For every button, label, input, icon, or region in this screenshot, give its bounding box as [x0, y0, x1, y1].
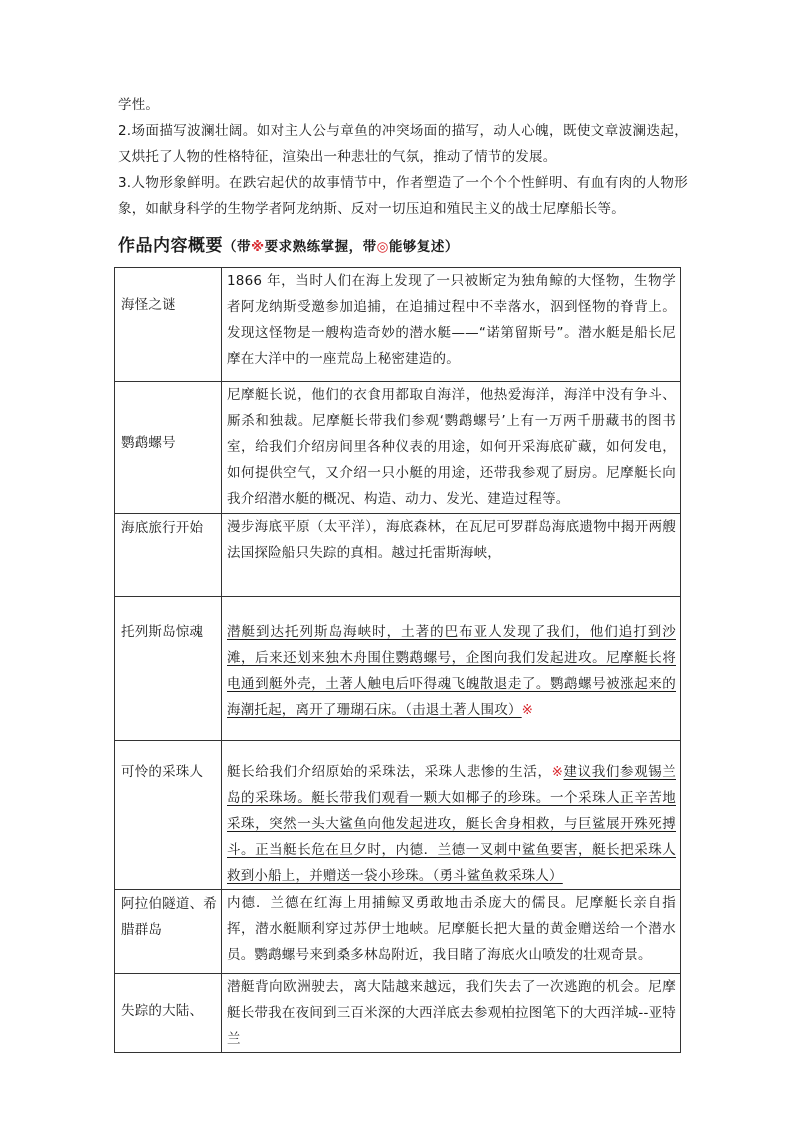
- table-row: [115, 268, 681, 382]
- row-label: 海底旅行开始: [115, 514, 222, 597]
- heading-title: 作品内容概要: [118, 236, 223, 256]
- section-heading: [118, 231, 459, 256]
- table-row: [115, 741, 681, 890]
- row-label: 托列斯岛惊魂: [115, 597, 222, 741]
- table-row: [115, 382, 681, 514]
- row-text: 内德．兰德在红海上用捕鲸叉勇敢地击杀庞大的儒艮。尼摩艇长亲自指挥，潜水艇顺利穿过苏伊士地峡。尼摩艇长把大量的黄金赠送给一个潜水员。鹦鹉螺号来到桑多林岛附近，我目睹了海底火山喷发的壮观奇景。: [222, 890, 681, 974]
- row-text-b: 建议我们参观锡兰岛的采珠场。艇长带我们观看一颗大如椰子的珍珠。一个采珠人正辛苦地采珠，突然一头大鲨鱼向他发起进攻，艇长舍身相救，与巨鲨展开殊死搏斗。正当艇长危在旦夕时，内德．兰德一叉刺中鲨鱼要害，艇长把采珠人救到小船上，并赠送一袋小珍珠。（勇斗鲨鱼救采珠人）: [227, 764, 676, 884]
- key-point-mark: ※: [521, 702, 534, 718]
- row-text-cell: [222, 597, 681, 741]
- content-summary-table: [114, 267, 681, 1053]
- heading-note: [223, 239, 459, 255]
- table-row: [115, 514, 681, 597]
- table-row: [115, 890, 681, 974]
- row-label: 鹦鹉螺号: [115, 382, 222, 514]
- row-label: 失踪的大陆、: [115, 974, 222, 1053]
- row-label: 海怪之谜: [115, 268, 222, 382]
- row-text: 尼摩艇长说，他们的衣食用都取自海洋，他热爱海洋，海洋中没有争斗、厮杀和独裁。尼摩艇长带我们参观‘鹦鹉螺号’上有一万两千册藏书的图书室，给我们介绍房间里各种仪表的用途，如何开采海底矿藏，如何发电，如何提供空气，又介绍一只小艇的用途，还带我参观了厨房。尼摩艇长向我介绍潜水艇的概况、构造、动力、发光、建造过程等。: [222, 382, 681, 514]
- row-label: 阿拉伯隧道、希腊群岛: [115, 890, 222, 974]
- heading-note-prefix: （带: [223, 239, 251, 255]
- table-row: [115, 597, 681, 741]
- row-text: 1866 年，当时人们在海上发现了一只被断定为独角鲸的大怪物，生物学者阿龙纳斯受邀参加追捕，在追捕过程中不幸落水，泅到怪物的脊背上。发现这怪物是一艘构造奇妙的潜水艇——“诺第留斯号”。潜水艇是船长尼摩在大洋中的一座荒岛上秘密建造的。: [222, 268, 681, 382]
- row-text: 潜艇到达托列斯岛海峡时，土著的巴布亚人发现了我们，他们追打到沙滩，后来还划来独木舟围住鹦鹉螺号，企图向我们发起进攻。尼摩艇长将电通到艇外壳，土著人触电后吓得魂飞魄散退走了。鹦鹉螺号被涨起来的海潮托起，离开了珊瑚石床。（击退土著人围攻）: [227, 624, 676, 718]
- heading-note-suffix: 能够复述）: [388, 239, 459, 255]
- paragraph-scene-description: 2.场面描写波澜壮阔。如对主人公与章鱼的冲突场面的描写，动人心魄，既使文章波澜迭起，又烘托了人物的性格特征，渲染出一种悲壮的气氛，推动了情节的发展。: [118, 123, 688, 165]
- heading-mark-master: ※: [251, 239, 265, 255]
- table-row: [115, 974, 681, 1053]
- row-text: 漫步海底平原（太平洋），海底森林，在瓦尼可罗群岛海底遗物中揭开两艘法国探险船只失踪的真相。越过托雷斯海峡，: [222, 514, 681, 597]
- row-text-cell: [222, 741, 681, 890]
- paragraph-intro-tail: 学性。: [118, 97, 160, 113]
- heading-note-mid: 要求熟练掌握，带: [264, 239, 377, 255]
- row-text: 潜艇背向欧洲驶去，离大陆越来越远，我们失去了一次逃跑的机会。尼摩艇长带我在夜间到三百米深的大西洋底去参观柏拉图笔下的大西洋城--亚特兰: [222, 974, 681, 1053]
- row-text-a: 艇长给我们介绍原始的采珠法，采珠人悲惨的生活，: [227, 764, 552, 780]
- key-point-mark: ※: [551, 764, 564, 780]
- heading-mark-retell: ◎: [376, 239, 389, 255]
- paragraph-character-image: 3.人物形象鲜明。在跌宕起伏的故事情节中，作者塑造了一个个个性鲜明、有血有肉的人物形象，如献身科学的生物学者阿龙纳斯、反对一切压迫和殖民主义的战士尼摩船长等。: [118, 175, 688, 217]
- row-label: 可怜的采珠人: [115, 741, 222, 890]
